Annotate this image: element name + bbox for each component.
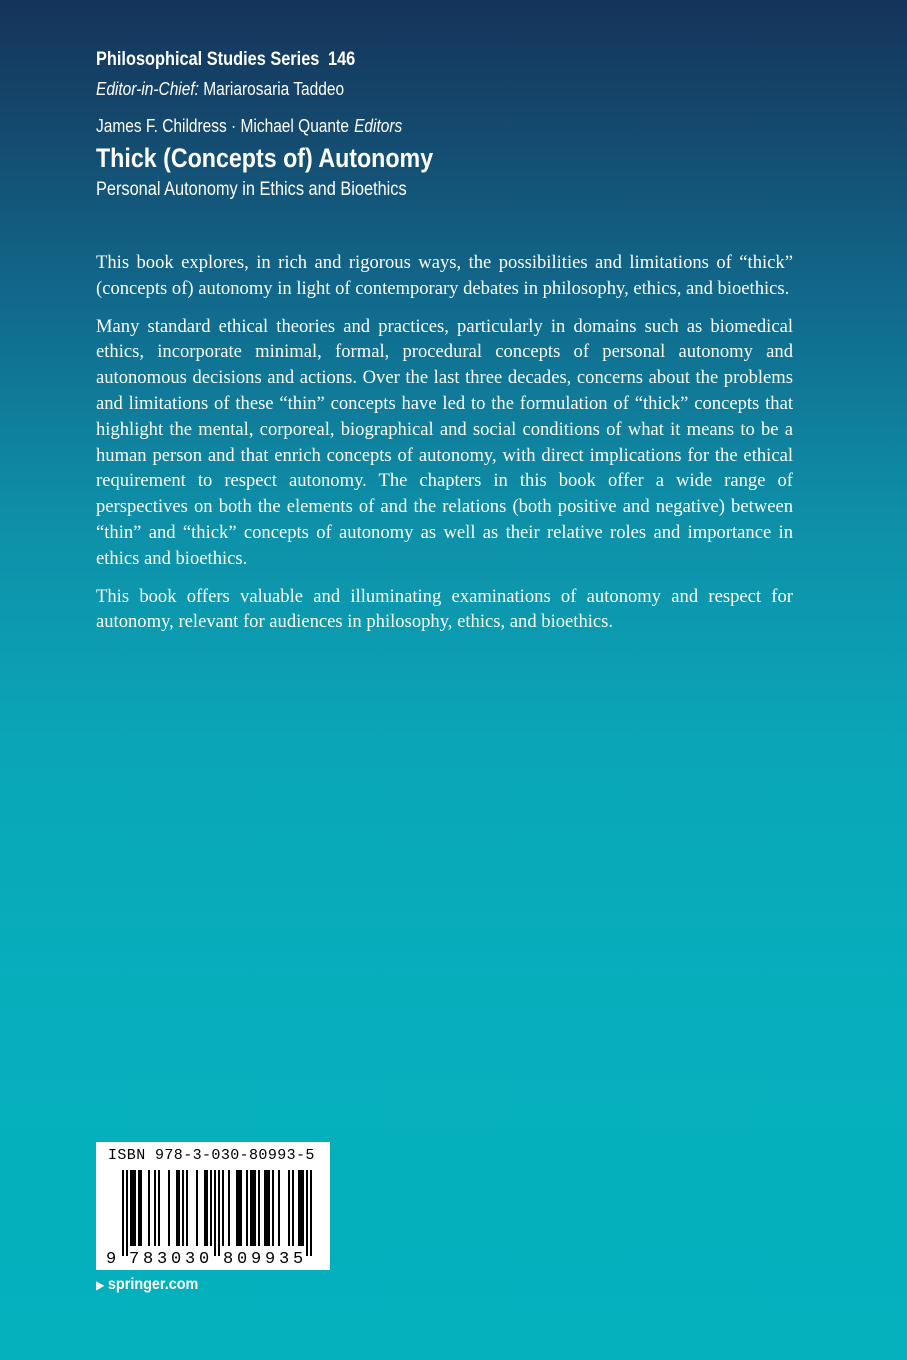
book-description — [96, 250, 793, 647]
barcode-bar — [306, 1170, 308, 1256]
barcode-bar — [278, 1170, 280, 1246]
editor-in-chief-label: Editor-in-Chief: — [96, 79, 199, 99]
barcode-bar — [176, 1170, 178, 1246]
barcode-digit: 9 — [106, 1250, 117, 1269]
barcode-bar — [126, 1170, 128, 1256]
barcode-digit: 0 — [171, 1250, 182, 1269]
editors-line — [96, 116, 402, 137]
barcode-bar — [206, 1170, 208, 1246]
barcode-bar — [300, 1170, 302, 1246]
barcode-bar — [272, 1170, 274, 1246]
barcode-bar — [196, 1170, 198, 1246]
barcode-digit: 0 — [237, 1250, 248, 1269]
barcode-bar — [138, 1170, 140, 1246]
barcode-digit: 3 — [185, 1250, 196, 1269]
book-title: Thick (Concepts of) Autonomy — [96, 143, 434, 173]
series-number: 146 — [327, 49, 356, 70]
barcode-bar — [252, 1170, 254, 1246]
description-paragraph: This book explores, in rich and rigorous ways, the possibilities and limitations of “thick” (concepts of) autonomy in light of contemporary debates in philosophy, ethics, and bioethics. — [96, 252, 793, 299]
barcode-digit: 9 — [251, 1250, 262, 1269]
barcode-bar — [158, 1170, 160, 1246]
editor-in-chief-line — [96, 79, 344, 100]
barcode-bar — [214, 1170, 216, 1256]
barcode-bar — [168, 1170, 170, 1246]
barcode-digit: 9 — [265, 1250, 276, 1269]
barcode-bar — [238, 1170, 240, 1246]
isbn-barcode — [96, 1142, 330, 1270]
isbn-label: ISBN 978-3-030-80993-5 — [108, 1147, 315, 1164]
description-paragraph: This book offers valuable and illuminating examinations of autonomy and respect for autonomy, relevant for audiences in philosophy, ethics, and bioethics. — [96, 585, 793, 633]
barcode-bar — [268, 1170, 270, 1246]
publisher-link[interactable] — [96, 1276, 198, 1294]
barcode-bar — [246, 1170, 248, 1246]
description-paragraph: Many standard ethical theories and practices, particularly in domains such as biomedical ethics, incorporate minimal, formal, procedural concepts of personal autonomy and autonomous decisions and actions. Over the last three decades, concerns about the problems and limitations of these “thin” concepts have led to the formulation of “thick” concepts that highlight the mental, corporeal, biographical and social conditions of what it means to be a human person and that enrich concepts of autonomy, with direct implications for the ethical requirement to respect autonomy. The chapters in this book offer a wide range of perspectives on both the elements of and the relations (both positive and negative) between “thin” and “thick” concepts of autonomy as well as their relative roles and importance in ethics and bioethics. — [96, 315, 793, 569]
editor-names: James F. Childress · Michael Quante — [96, 116, 349, 136]
barcode-bar — [254, 1170, 256, 1246]
barcode-bar — [130, 1170, 132, 1246]
barcode-digit: 0 — [199, 1250, 210, 1269]
barcode-bar — [132, 1170, 134, 1246]
barcode-digit: 7 — [129, 1250, 140, 1269]
barcode-bar — [122, 1170, 124, 1256]
barcode-bar — [236, 1170, 238, 1246]
barcode-bar — [204, 1170, 206, 1246]
series-line — [96, 49, 355, 71]
barcode-bar — [266, 1170, 268, 1246]
barcode-bar — [222, 1170, 224, 1246]
barcode-bar — [228, 1170, 230, 1246]
barcode-bar — [134, 1170, 136, 1246]
barcode-bar — [250, 1170, 252, 1246]
barcode-bar — [182, 1170, 184, 1246]
barcode-bar — [186, 1170, 188, 1246]
series-name: Philosophical Studies Series — [96, 49, 320, 70]
barcode-bar — [302, 1170, 304, 1246]
barcode-bar — [178, 1170, 180, 1246]
barcode-bar — [288, 1170, 290, 1246]
triangle-right-icon: ▶ — [96, 1278, 105, 1292]
barcode-bar — [240, 1170, 242, 1246]
book-subtitle: Personal Autonomy in Ethics and Bioethics — [96, 179, 407, 200]
barcode-bar — [218, 1170, 220, 1256]
barcode-bar — [258, 1170, 260, 1246]
editor-in-chief-name: Mariarosaria Taddeo — [203, 79, 345, 99]
barcode-digit: 3 — [279, 1250, 290, 1269]
editors-role: Editors — [354, 116, 403, 136]
barcode-bar — [292, 1170, 294, 1246]
barcode-digit: 8 — [223, 1250, 234, 1269]
barcode-bar — [154, 1170, 156, 1246]
barcode-bar — [210, 1170, 212, 1246]
barcode-bar — [264, 1170, 266, 1246]
barcode-digit: 8 — [143, 1250, 154, 1269]
barcode-digit: 5 — [293, 1250, 304, 1269]
barcode-bar — [310, 1170, 312, 1256]
barcode-bar — [140, 1170, 142, 1246]
barcode-bar — [298, 1170, 300, 1246]
publisher-link-text: springer.com — [107, 1276, 199, 1293]
barcode-bar — [148, 1170, 150, 1246]
barcode-digit: 3 — [157, 1250, 168, 1269]
